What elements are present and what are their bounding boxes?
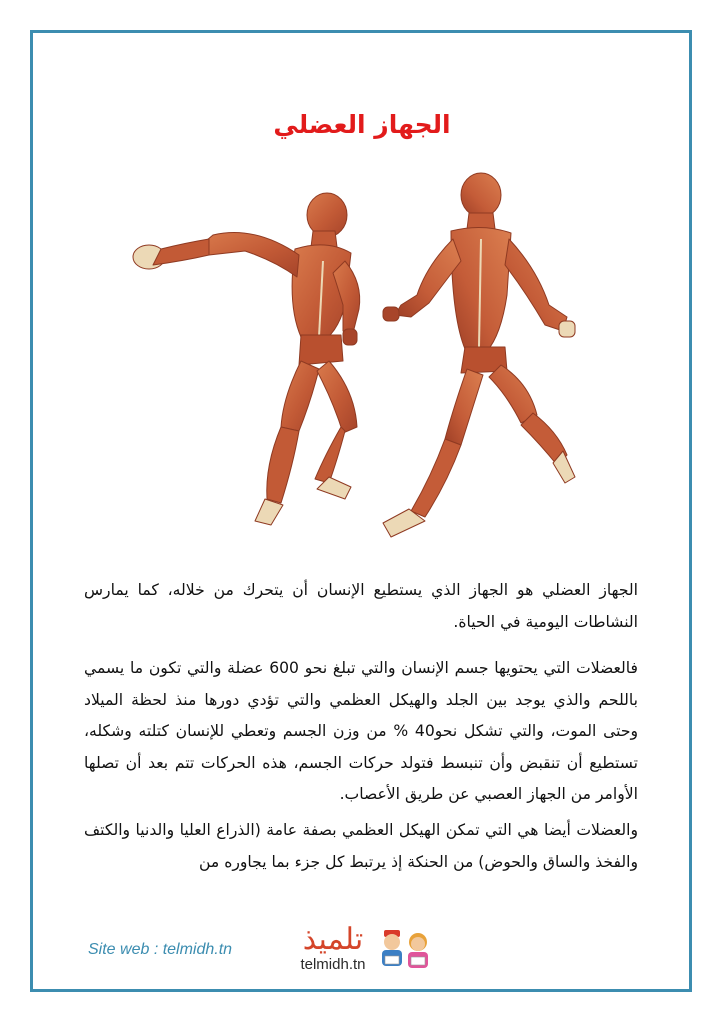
kids-reading-icon xyxy=(376,928,436,978)
intro-paragraph: الجهاز العضلي هو الجهاز الذي يستطيع الإنسان أن يتحرك من خلاله، كما يمارس النشاطات اليومية في الحياة. xyxy=(84,581,638,631)
logo-arabic-text: تلميذ xyxy=(302,922,364,957)
logo-latin-text: telmidh.tn xyxy=(300,956,366,973)
right-running-figure xyxy=(383,173,575,537)
muscular-system-illustration xyxy=(105,165,625,565)
footer-site-text: Site web : telmidh.tn xyxy=(88,941,233,958)
telmidh-logo xyxy=(288,922,438,982)
left-running-figure xyxy=(133,193,360,525)
muscles-paragraph: فالعضلات التي يحتويها جسم الإنسان والتي تبلغ نحو 600 عضلة والتي تكون ما يسمي باللحم والذي يوجد بين الجلد والهيكل العظمي والتي تؤدي دورها منذ لحظة الميلاد وحتى الموت، والتي تشكل نحو40 % من وزن الجسم وتعطي للإنسان كتلته وشكله، تستطيع أن تنقبض وأن تنبسط فتولد حركات الجسم، هذه الحركات تتم بعد أن تصلها الأوامر من الجهاز العصبي عن طريق الأعصاب. xyxy=(84,659,638,803)
skeleton-paragraph: والعضلات أيضا هي التي تمكن الهيكل العظمي بصفة عامة (الذراع العليا والدنيا والكتف والفخذ والساق والحوض) من الحنكة إذ يرتبط كل جزء بما يجاوره من xyxy=(84,821,638,871)
page-title: الجهاز العضلي xyxy=(273,110,451,139)
